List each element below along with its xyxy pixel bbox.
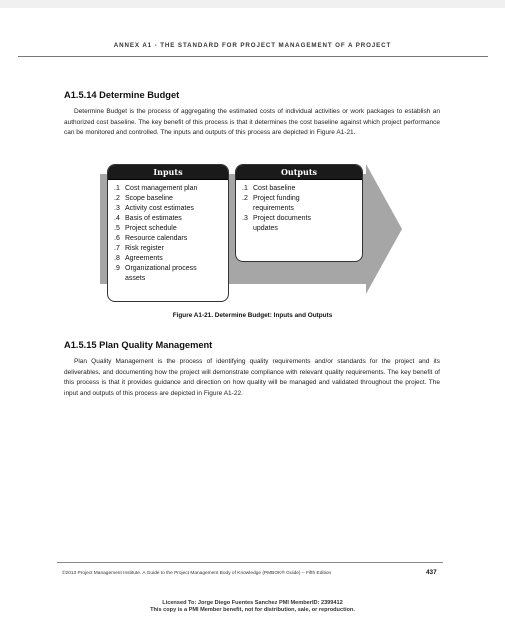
outputs-header: Outputs — [236, 165, 362, 180]
top-bar — [0, 0, 505, 8]
inputs-box — [107, 164, 229, 302]
list-item: .5 Project schedule — [114, 225, 177, 232]
header-rule — [18, 56, 488, 57]
license-line-2: This copy is a PMI Member benefit, not for distribution, sale, or reproduction. — [150, 607, 355, 613]
running-header: ANNEX A1 - THE STANDARD FOR PROJECT MANAGEMENT OF A PROJECT — [113, 42, 392, 49]
list-item: .6 Resource calendars — [114, 235, 188, 242]
page-number: 437 — [426, 569, 437, 576]
section-title-determine-budget: A1.5.14 Determine Budget — [64, 90, 180, 100]
list-item: .2 Scope baseline — [114, 195, 173, 202]
footer-rule — [57, 562, 443, 563]
license-line-1: Licensed To: Jorge Diego Fuentes Sanchez PMI MemberID: 2399412 — [162, 600, 343, 606]
outputs-list — [236, 184, 362, 234]
section-title-plan-quality: A1.5.15 Plan Quality Management — [64, 340, 213, 350]
list-item: .1 Cost baseline — [242, 185, 296, 192]
paragraph-plan-quality — [64, 357, 440, 399]
figure-caption: Figure A1-21. Determine Budget: Inputs and Outputs — [172, 312, 333, 319]
list-item: .9 Organizational process assets — [114, 265, 197, 282]
paragraph-determine-budget — [64, 107, 440, 139]
list-item: .3 Activity cost estimates — [114, 205, 194, 212]
footer-copyright: ©2013 Project Management Institute. A Guide to the Project Management Body of Knowledge (PMBOK® Guide) – Fifth Edition — [62, 571, 332, 576]
list-item: .1 Cost management plan — [114, 185, 198, 192]
paragraph-text: Determine Budget is the process of aggregating the estimated costs of individual activities or work packages to establish an authorized cost baseline. The key benefit of this process is that it determines the cost baseline against which project performance can be monitored and controlled. The inputs and outputs of this process are depicted in Figure A1-21. — [64, 108, 440, 136]
paragraph-text: Plan Quality Management is the process of identifying quality requirements and/or standards for the project and its deliverables, and documenting how the project will demonstrate compliance with relevant quality requirements. The key benefit of this process is that it provides guidance and direction on how quality will be managed and validated throughout the project. The input and outputs of this process are depicted in Figure A1-22. — [64, 358, 440, 397]
outputs-box — [235, 164, 363, 262]
list-item: .3 Project documents updates — [242, 215, 311, 232]
inputs-list — [108, 184, 228, 284]
list-item: .8 Agreements — [114, 255, 163, 262]
list-item: .7 Risk register — [114, 245, 164, 252]
list-item: .2 Project funding requirements — [242, 195, 300, 212]
inputs-header: Inputs — [108, 165, 228, 180]
list-item: .4 Basis of estimates — [114, 215, 182, 222]
